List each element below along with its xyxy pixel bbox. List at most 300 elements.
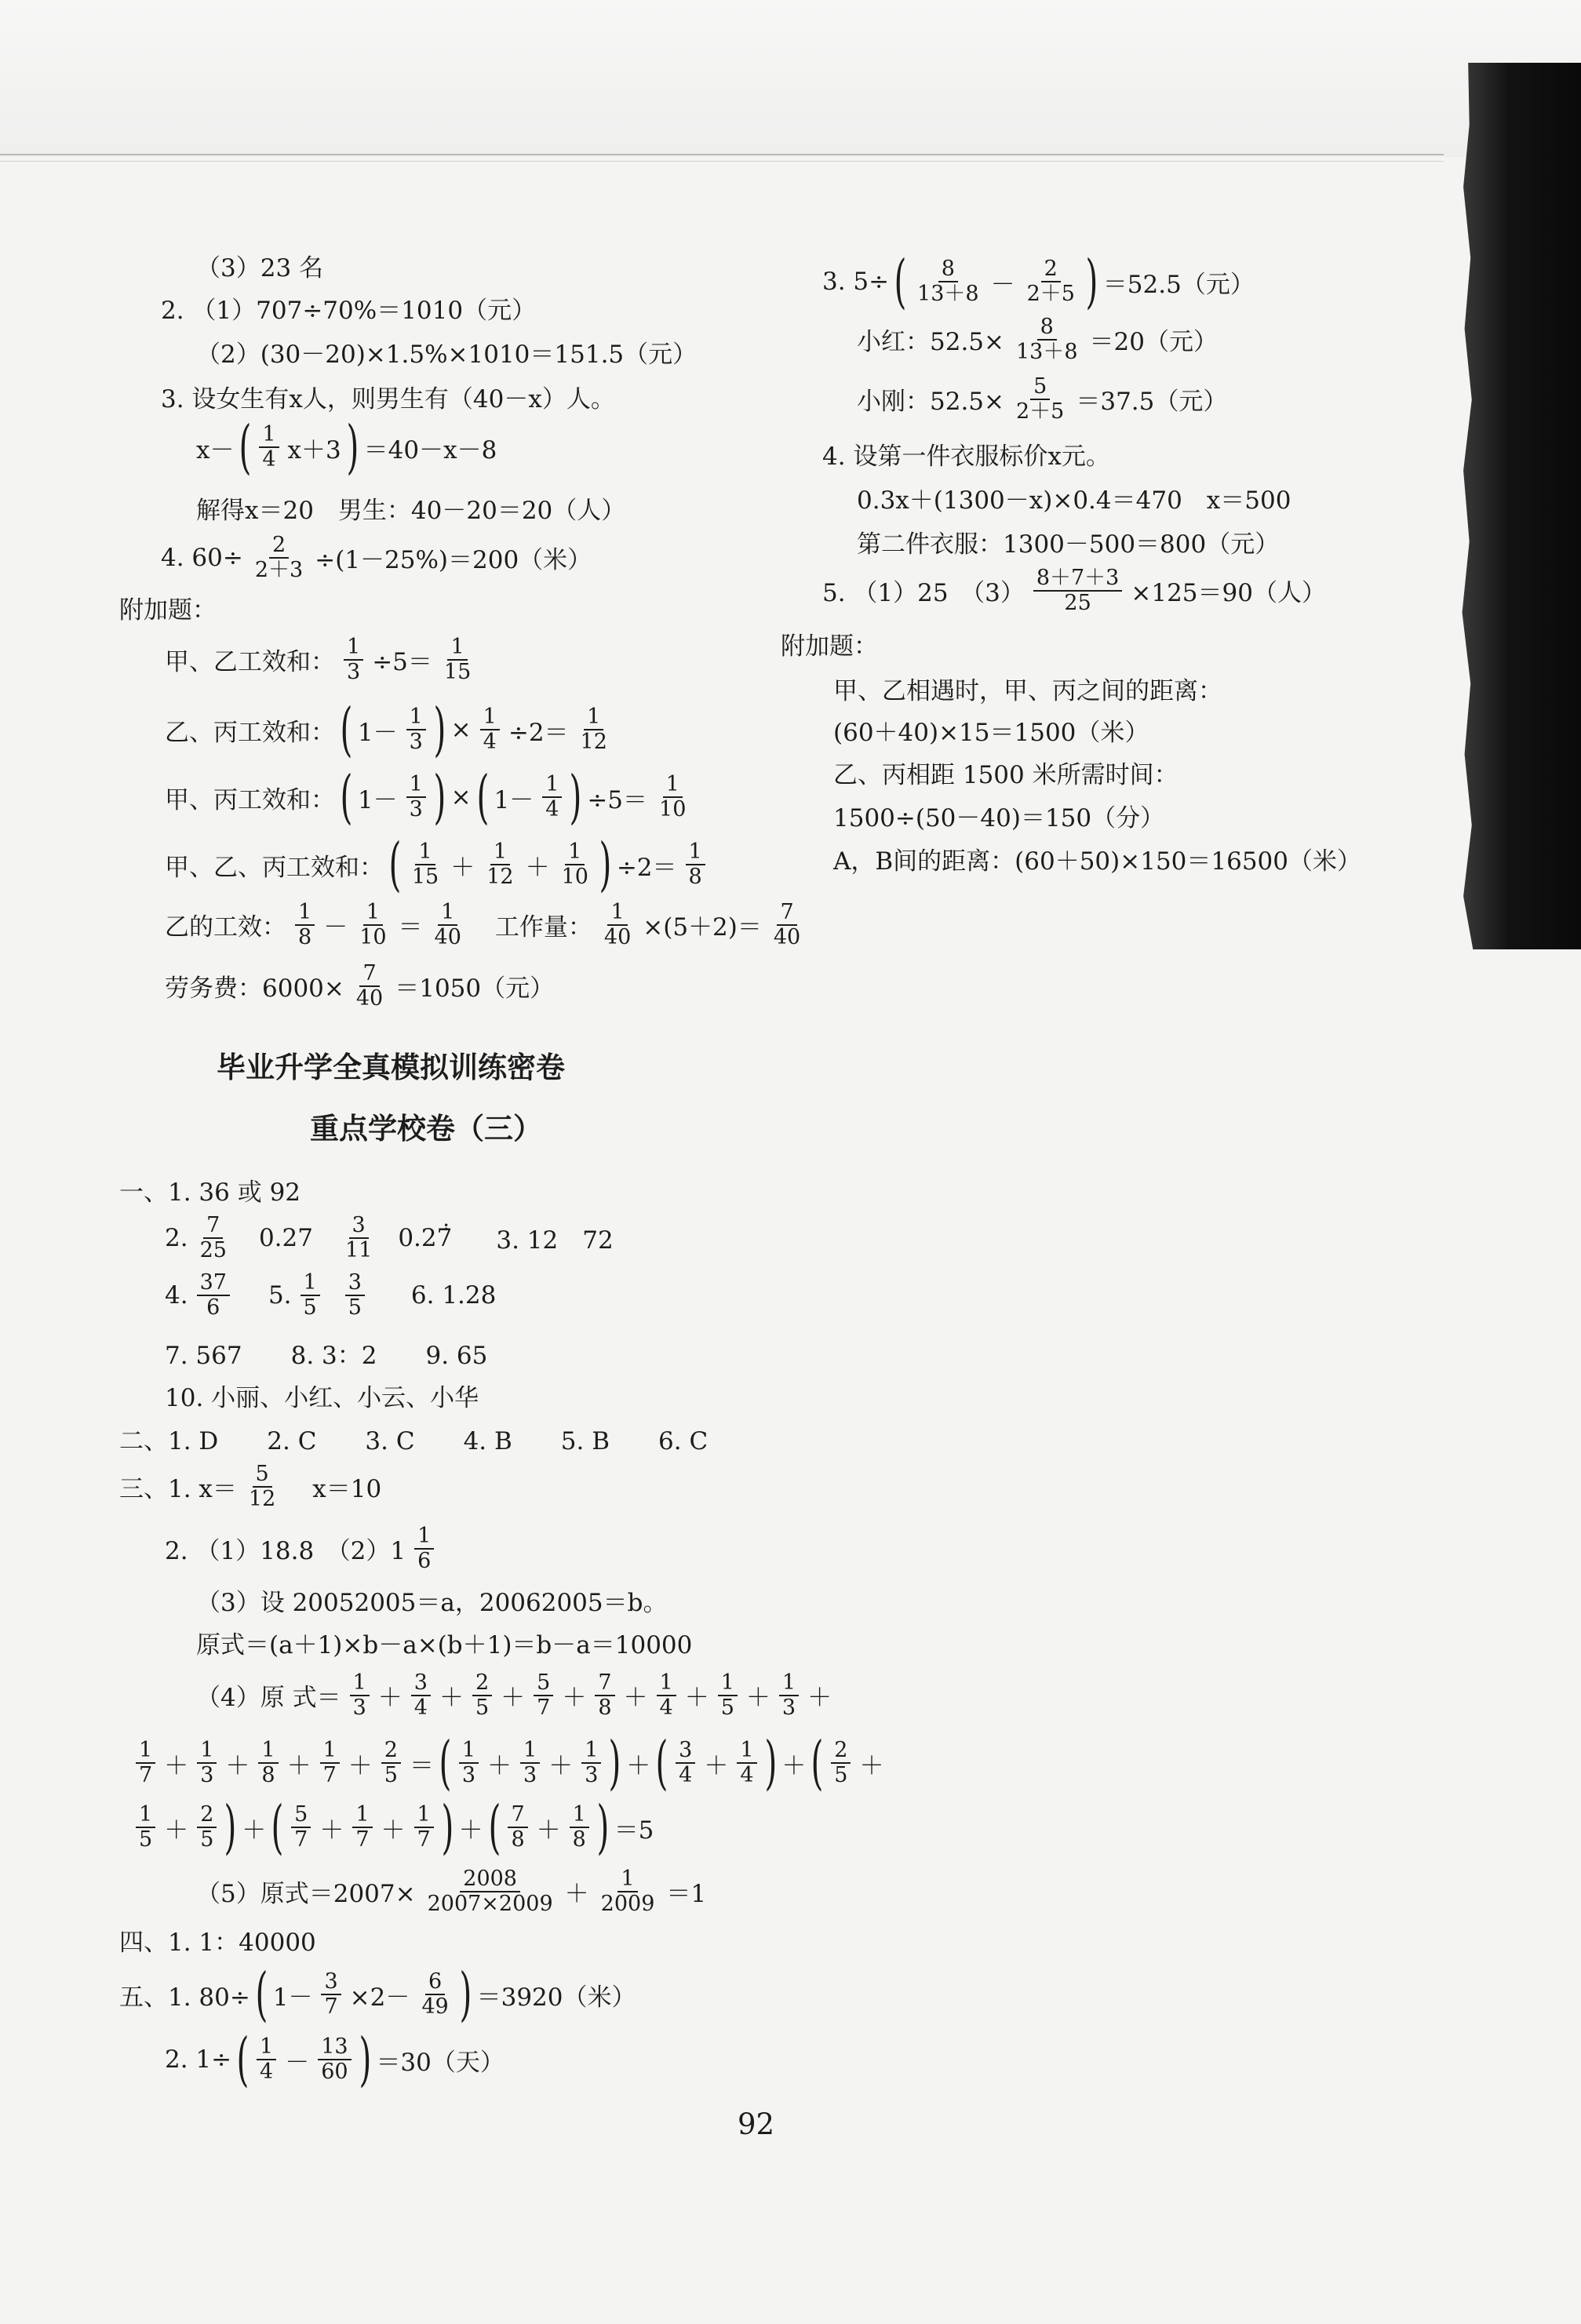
numerator: 1 <box>438 901 457 926</box>
denominator: 12 <box>580 730 607 754</box>
answer-text: 10. 小丽、小红、小云、小华 <box>165 1384 479 1412</box>
expr: ÷2＝ <box>616 853 677 882</box>
answer-text: 2. （1）707÷70%＝1010（元） <box>161 297 537 325</box>
plus: ＋ <box>807 1684 832 1713</box>
expr: 五、1. 80÷ <box>119 1983 250 2012</box>
expr: ＋ <box>450 853 475 882</box>
expr: 甲、丙工效和： <box>165 785 335 814</box>
equation-line <box>196 1867 706 1915</box>
expr: ×125＝90（人） <box>1131 579 1326 608</box>
big-paren: ( <box>894 248 907 315</box>
expr: 3. 12 72 <box>496 1226 614 1255</box>
fraction <box>344 636 363 683</box>
answer-text: A，B间的距离：(60＋50)×150＝16500（米） <box>833 847 1362 876</box>
fraction <box>424 1867 556 1915</box>
numerator: 2 <box>269 534 289 559</box>
numerator: 1 <box>607 901 627 926</box>
fraction <box>737 1739 756 1787</box>
top-rule <box>0 154 1444 155</box>
expr: 4. 60÷ <box>161 543 243 572</box>
fraction <box>581 1739 601 1787</box>
expr: 5. <box>268 1280 292 1310</box>
answer-line <box>822 436 1110 472</box>
fraction <box>414 1524 434 1572</box>
big-paren: ) <box>441 1794 454 1861</box>
denominator: 8 <box>511 1827 525 1852</box>
denominator: 5 <box>348 1295 362 1320</box>
big-paren: ) <box>459 1961 472 2028</box>
expr: 1－ <box>357 785 398 814</box>
denominator: 40 <box>603 924 632 949</box>
answer-line <box>196 248 323 283</box>
equation-line <box>165 696 613 763</box>
expr: ＝ <box>398 913 423 942</box>
fraction <box>1013 315 1081 363</box>
numerator: 1 <box>581 1739 601 1764</box>
fraction <box>598 1867 658 1915</box>
plus: ＋ <box>684 1684 709 1713</box>
numerator: 1 <box>584 705 603 730</box>
denominator: 49 <box>421 1994 449 2019</box>
denominator: 10 <box>659 797 687 821</box>
answer-text: 四、1. 1：40000 <box>119 1929 316 1957</box>
big-paren: ( <box>236 2026 250 2093</box>
plus: ＋ <box>781 1751 807 1780</box>
fraction <box>570 1803 589 1851</box>
numerator: 1 <box>447 636 467 661</box>
fraction <box>409 840 442 888</box>
answer-line <box>165 1524 436 1572</box>
numerator: 1 <box>459 1739 479 1764</box>
page-top-band <box>0 0 1581 157</box>
denominator: 7 <box>139 1763 153 1787</box>
plus: ＋ <box>164 1751 189 1780</box>
denominator: 5 <box>384 1763 398 1787</box>
fraction <box>1033 566 1123 614</box>
plus: ＋ <box>548 1751 574 1780</box>
fraction <box>483 840 516 888</box>
expr: 1－ <box>272 1983 313 2012</box>
fraction <box>414 1803 434 1851</box>
big-paren: ( <box>340 696 353 763</box>
denominator: 4 <box>262 447 276 472</box>
big-paren: ( <box>388 831 402 898</box>
numerator: 1 <box>779 1671 799 1696</box>
numerator: 1 <box>480 705 500 730</box>
expr: ＝5 <box>614 1816 654 1845</box>
answer-line <box>196 1625 692 1660</box>
numerator: 3 <box>349 1214 369 1239</box>
big-paren: ( <box>239 413 252 481</box>
numerator: 1 <box>415 840 435 865</box>
denominator: 60 <box>321 2060 348 2084</box>
fraction <box>577 705 610 753</box>
numerator: 1 <box>663 773 683 798</box>
plus: ＋ <box>225 1751 250 1780</box>
denominator: 5 <box>303 1295 317 1320</box>
denominator: 5 <box>200 1827 214 1852</box>
big-paren: ) <box>763 1729 777 1797</box>
expr: ＋ <box>564 1880 589 1909</box>
section-subtitle: 重点学校卷（三） <box>310 1112 542 1146</box>
section-heading <box>119 590 217 625</box>
section-heading <box>781 626 878 661</box>
fraction <box>770 901 803 949</box>
numerator: 2 <box>381 1739 401 1764</box>
numerator: 1 <box>520 1739 540 1764</box>
expr: 乙的工效： <box>165 913 286 942</box>
fraction <box>318 2035 351 2083</box>
denominator: 5 <box>720 1695 734 1720</box>
answer-text: 4. 设第一件衣服标价x元。 <box>822 443 1110 471</box>
expr: x－ <box>196 435 235 464</box>
numerator: 1 <box>320 1739 340 1764</box>
equation-line: $\frac{1}{7}$ ＋ $\frac{1}{3}$ ＋ $\frac{1}{8}$ ＋ $\frac{1}{7}$ ＋ $\frac{2}{5}$ ＝ ( $\frac{1}{3}$ ＋ $\frac{1}{3}$ ＋ $\frac{1}{3}$ ) ＋ ( $\frac{3}{4}$ ＋ $\frac{1}{4}$ ) ＋ ( $\frac{2}{5}$ ＋ <box>133 1734 883 1792</box>
expr: 工作量： <box>494 913 592 942</box>
answer-line <box>119 1463 381 1510</box>
big-paren: ( <box>271 1794 284 1861</box>
expr: 小刚：52.5× <box>857 388 1004 417</box>
equation-line <box>119 1961 636 2028</box>
numerator: 1 <box>718 1671 738 1696</box>
big-paren: ( <box>439 1729 452 1797</box>
fraction <box>472 1671 492 1719</box>
answer-line <box>119 1421 708 1456</box>
answer-line <box>119 1922 316 1958</box>
fraction <box>480 705 500 753</box>
answer-line <box>119 1172 301 1208</box>
plus: ＋ <box>562 1684 587 1713</box>
fraction <box>197 1271 230 1319</box>
fraction <box>295 901 315 949</box>
equation-line <box>133 1794 654 1861</box>
denominator: 6 <box>206 1295 220 1320</box>
numerator: 37 <box>197 1271 230 1296</box>
big-paren: ) <box>608 1729 621 1797</box>
expr: 6. 1.28 <box>410 1280 497 1310</box>
numerator: 1 <box>259 423 279 448</box>
fraction <box>252 534 306 581</box>
answer-line <box>196 1583 667 1618</box>
big-paren: ( <box>255 1961 268 2028</box>
denominator: 2007×2009 <box>427 1891 553 1916</box>
expr: 2. （1）18.8 （2）1 <box>165 1537 406 1566</box>
big-paren: ) <box>359 2026 371 2093</box>
expr: ＝52.5（元） <box>1102 270 1255 299</box>
expr: ÷2＝ <box>508 718 569 747</box>
fraction <box>197 1739 217 1787</box>
numerator: 7 <box>777 901 796 926</box>
answer-text: 3. 设女生有x人，则男生有（40－x）人。 <box>161 385 615 413</box>
answer-line <box>196 490 625 526</box>
fraction <box>686 840 705 888</box>
plus: ＋ <box>286 1751 311 1780</box>
numerator: 1 <box>363 901 383 926</box>
big-paren: ) <box>346 413 359 481</box>
fraction <box>345 1271 365 1319</box>
fraction <box>356 901 389 949</box>
equation-line <box>165 831 708 898</box>
expr: 三、1. x＝ <box>119 1475 237 1504</box>
denominator: 4 <box>413 1695 428 1720</box>
expr: （5）原式＝2007× <box>196 1880 416 1909</box>
plus: ＋ <box>458 1816 483 1845</box>
denominator: 3 <box>409 797 423 821</box>
expr: ÷5＝ <box>587 785 648 814</box>
fraction <box>291 1803 311 1851</box>
answer-line <box>857 480 1291 515</box>
denominator: 40 <box>773 924 801 949</box>
numerator: 8 <box>938 257 958 282</box>
denominator: 7 <box>324 1994 338 2019</box>
plus: ＋ <box>348 1751 373 1780</box>
expr: 4. <box>165 1280 188 1310</box>
denominator: 13＋8 <box>917 282 979 306</box>
numerator: 2 <box>831 1739 851 1764</box>
expr: 劳务费：6000× <box>165 974 344 1004</box>
denominator: 4 <box>260 2060 274 2084</box>
denominator: 8 <box>598 1695 612 1720</box>
denominator: 5 <box>834 1763 848 1787</box>
equation-line <box>822 566 1326 614</box>
expr: 5. （1）25 （3） <box>822 579 1025 608</box>
extra-label: 附加题： <box>119 596 217 625</box>
denominator: 2009 <box>600 1891 655 1916</box>
fraction <box>320 1739 340 1787</box>
denominator: 7 <box>417 1827 431 1852</box>
answer-text: 0.3x＋(1300－x)×0.4＝470 x＝500 <box>857 486 1291 515</box>
fraction <box>601 901 634 949</box>
fraction <box>352 1803 372 1851</box>
numerator: 1 <box>257 2035 276 2060</box>
expr: （4）原 式＝ <box>196 1684 341 1713</box>
answer-line <box>857 524 1279 559</box>
expr: × <box>450 716 472 744</box>
fraction <box>246 1463 279 1510</box>
fraction <box>258 1739 278 1787</box>
fraction <box>657 1671 676 1719</box>
numerator: 1 <box>295 901 315 926</box>
numerator: 1 <box>414 1524 434 1550</box>
expr: － <box>285 2048 310 2077</box>
answer-text: 一、1. 36 或 92 <box>119 1178 301 1207</box>
numerator: 5 <box>253 1463 272 1488</box>
big-paren: ( <box>476 763 490 831</box>
numerator: 2 <box>1041 257 1061 282</box>
page-number: 92 <box>738 2107 775 2141</box>
fraction <box>301 1271 320 1319</box>
expr: ＝1050（元） <box>395 974 555 1004</box>
numerator: 1 <box>258 1739 278 1764</box>
expr: 2. <box>165 1223 188 1252</box>
big-paren: ( <box>811 1729 824 1797</box>
numerator: 5 <box>534 1671 553 1696</box>
fraction <box>534 1671 553 1719</box>
expr: 甲、乙工效和： <box>165 648 335 677</box>
denominator: 4 <box>483 730 497 754</box>
expr: 小红：52.5× <box>857 328 1004 357</box>
numerator: 1 <box>414 1803 434 1828</box>
fraction <box>353 962 386 1010</box>
denominator: 10 <box>561 865 588 889</box>
equation-line <box>165 2026 505 2093</box>
answer-line <box>165 1271 496 1319</box>
denominator: 40 <box>434 924 461 949</box>
fraction <box>542 773 562 821</box>
fraction <box>321 1970 341 2018</box>
answer-text: (60＋40)×15＝1500（米） <box>833 719 1149 747</box>
torn-page-edge <box>1461 63 1581 949</box>
answer-line <box>196 334 697 370</box>
big-paren: ) <box>433 696 446 763</box>
fraction <box>559 840 592 888</box>
equation-line <box>196 413 497 481</box>
fraction <box>257 2035 276 2083</box>
plus: ＋ <box>487 1751 512 1780</box>
answer-line <box>833 841 1361 876</box>
fraction <box>676 1739 695 1787</box>
fraction <box>406 705 426 753</box>
denominator: 7 <box>294 1827 308 1852</box>
numerator: 2 <box>472 1671 492 1696</box>
expr: － <box>323 913 348 942</box>
equation-line <box>165 763 691 831</box>
equation-line <box>196 1671 832 1719</box>
equation-line <box>822 248 1255 315</box>
denominator: 7 <box>355 1827 370 1852</box>
numerator: 3 <box>321 1970 341 1995</box>
fraction <box>197 1214 230 1262</box>
plus: ＋ <box>381 1816 406 1845</box>
denominator: 3 <box>200 1763 214 1787</box>
plus: ＋ <box>242 1816 267 1845</box>
denominator: 25 <box>1064 590 1091 615</box>
fraction <box>259 423 279 471</box>
answer-text: 甲、乙相遇时，甲、丙之间的距离： <box>833 677 1222 705</box>
denominator: 15 <box>443 659 472 684</box>
answer-line <box>165 1214 614 1262</box>
big-paren: ) <box>596 1794 610 1861</box>
denominator: 5 <box>475 1695 490 1720</box>
expr: ＝30（天） <box>376 2048 505 2077</box>
numerator: 3 <box>345 1271 365 1296</box>
fraction <box>831 1739 851 1787</box>
answer-text: 第二件衣服：1300－500＝800（元） <box>857 530 1280 559</box>
expr: 3. 5÷ <box>822 268 890 296</box>
denominator: 6 <box>417 1548 432 1573</box>
denominator: 4 <box>659 1695 673 1720</box>
numerator: 7 <box>359 962 379 987</box>
plus: ＋ <box>859 1751 884 1780</box>
numerator: 1 <box>350 1671 370 1696</box>
numerator: 1 <box>617 1867 637 1892</box>
numerator: 7 <box>595 1671 614 1696</box>
big-paren: ) <box>433 763 446 831</box>
expr: 0.27 <box>258 1223 313 1252</box>
plus: ＋ <box>626 1751 651 1780</box>
fraction <box>342 1214 375 1262</box>
answer-line <box>161 379 615 414</box>
answer-line <box>833 671 1222 706</box>
numerator: 3 <box>411 1671 431 1696</box>
fraction <box>197 1803 217 1851</box>
denominator: 15 <box>411 865 439 889</box>
fraction <box>914 257 982 305</box>
denominator: 2＋3 <box>254 557 304 582</box>
expr: ÷(1－25%)＝200（米） <box>315 546 592 575</box>
fraction <box>350 1671 370 1719</box>
answer-line <box>161 290 536 326</box>
plus: ＋ <box>745 1684 770 1713</box>
denominator: 4 <box>545 797 559 821</box>
denominator: 10 <box>359 924 387 949</box>
numerator: 1 <box>136 1803 155 1828</box>
equation-line <box>161 534 592 581</box>
numerator: 1 <box>657 1671 676 1696</box>
fraction <box>508 1803 527 1851</box>
expr: ＋ <box>525 853 550 882</box>
fraction <box>595 1671 614 1719</box>
numerator: 8 <box>1037 315 1057 341</box>
numerator: 6 <box>425 1970 445 1995</box>
answer-line <box>833 712 1149 748</box>
numerator: 1 <box>301 1271 320 1296</box>
numerator: 1 <box>406 705 426 730</box>
numerator: 1 <box>565 840 585 865</box>
expr: ＝40－x－8 <box>363 435 497 464</box>
denominator: 8 <box>572 1827 586 1852</box>
big-paren: ) <box>1085 248 1098 315</box>
numerator: 5 <box>1030 375 1050 400</box>
denominator: 3 <box>585 1763 599 1787</box>
big-paren: ( <box>340 763 353 831</box>
big-paren: ) <box>224 1794 237 1861</box>
equation-line <box>165 636 476 683</box>
fraction <box>406 773 426 821</box>
answer-text: 二、1. D 2. C 3. C 4. B 5. B 6. C <box>119 1427 709 1455</box>
numerator: 1 <box>406 773 426 798</box>
answer-text: 乙、丙相距 1500 米所需时间： <box>833 761 1178 789</box>
numerator: 1 <box>686 840 705 865</box>
fraction <box>432 901 464 949</box>
denominator: 4 <box>679 1763 693 1787</box>
numerator: 7 <box>203 1214 223 1239</box>
numerator: 1 <box>490 840 510 865</box>
fraction <box>136 1803 155 1851</box>
denominator: 3 <box>523 1763 537 1787</box>
numerator: 2008 <box>460 1867 520 1892</box>
expr: 1－ <box>494 785 534 814</box>
equation-line <box>165 962 554 1010</box>
fraction <box>1024 257 1078 305</box>
numerator: 13 <box>318 2035 351 2060</box>
fraction <box>136 1739 155 1787</box>
big-paren: ( <box>488 1794 501 1861</box>
answer-text: 7. 567 8. 3：2 9. 65 <box>165 1342 488 1370</box>
denominator: 12 <box>486 865 514 889</box>
denominator: 5 <box>139 1827 153 1852</box>
expr: 0.27̇̇ <box>398 1223 453 1252</box>
answer-text: （3）23 名 <box>196 254 324 282</box>
expr: 2. 1÷ <box>165 2045 232 2074</box>
answer-text: （2）(30－20)×1.5%×1010＝151.5（元） <box>196 341 698 369</box>
answer-line <box>165 1378 479 1413</box>
expr: ＝20（元） <box>1089 328 1218 357</box>
answer-text: 原式＝(a＋1)×b－a×(b＋1)＝b－a＝10000 <box>196 1631 693 1659</box>
plus: ＋ <box>536 1816 561 1845</box>
top-rule-2 <box>0 161 1444 162</box>
denominator: 3 <box>781 1695 796 1720</box>
